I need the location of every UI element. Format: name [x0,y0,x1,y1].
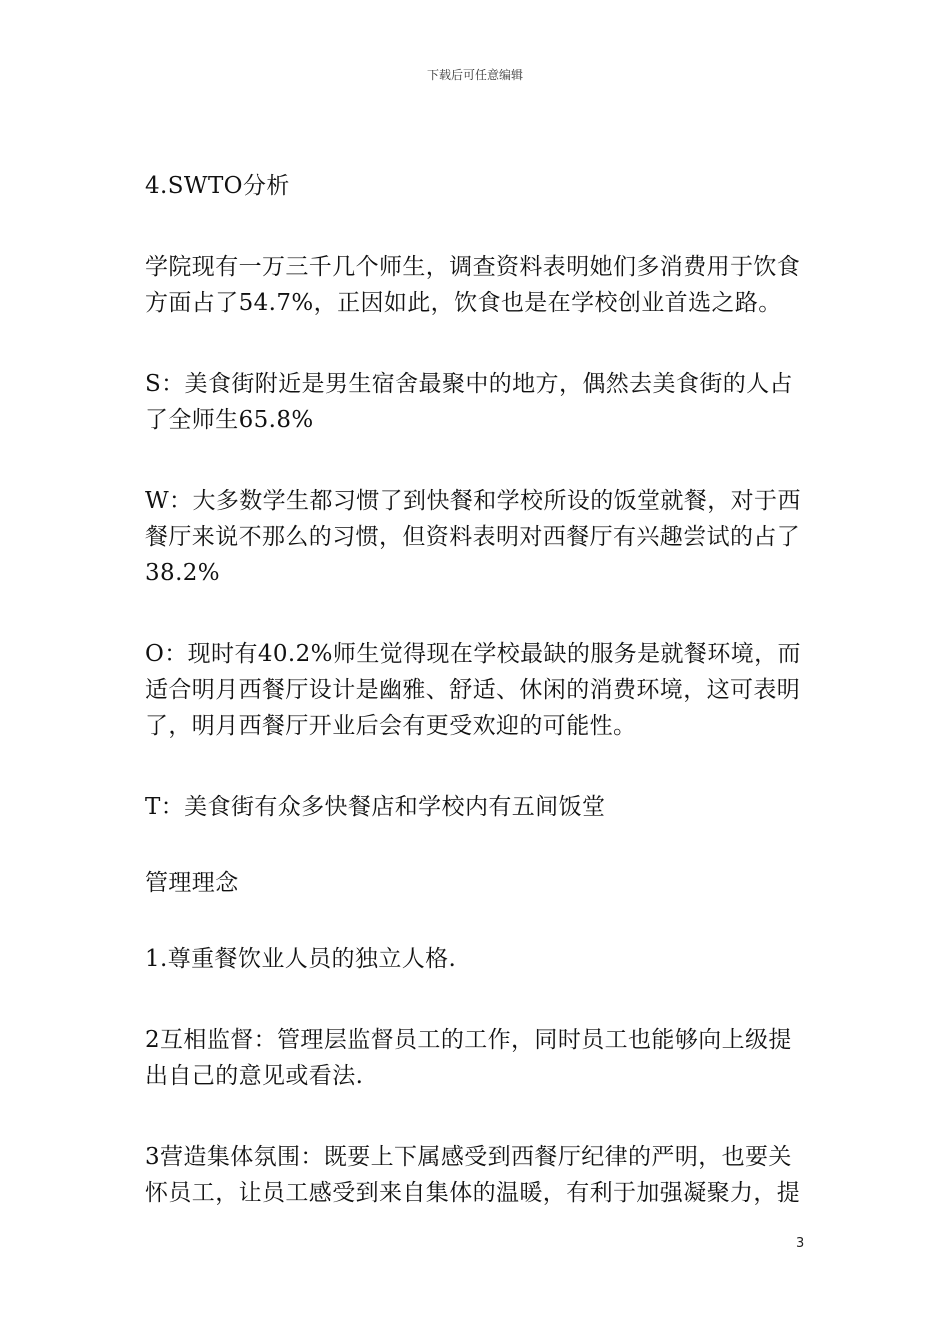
section-heading-swot: 4.SWTO分析 [145,173,290,199]
paragraph-principle-2: 2互相监督：管理层监督员工的工作，同时员工也能够向上级提出自己的意见或看法. [145,1027,792,1089]
paragraph-opportunities: O：现时有40.2%师生觉得现在学校最缺的服务是就餐环境，而适合明月西餐厅设计是幽雅、舒适、休闲的消费环境，这可表明了，明月西餐厅开业后会有更受欢迎的可能性。 [145,641,801,739]
page-number: 3 [796,1236,805,1251]
page-header: 下载后可任意编辑 [426,68,523,82]
paragraph-intro: 学院现有一万三千几个师生，调查资料表明她们多消费用于饮食方面占了54.7%，正因如此，饮食也是在学校创业首选之路。 [145,254,801,316]
paragraph-principle-3: 3营造集体氛围：既要上下属感受到西餐厅纪律的严明，也要关怀员工，让员工感受到来自集体的温暖，有利于加强凝聚力，提 [145,1144,801,1206]
paragraph-principle-1: 1.尊重餐饮业人员的独立人格. [145,946,457,972]
paragraph-weaknesses: W：大多数学生都习惯了到快餐和学校所设的饭堂就餐，对于西餐厅来说不那么的习惯，但资料表明对西餐厅有兴趣尝试的占了38.2% [145,488,801,586]
paragraph-threats: T：美食街有众多快餐店和学校内有五间饭堂 [145,794,606,820]
document-body [145,168,813,1256]
paragraph-strengths: S：美食街附近是男生宿舍最聚中的地方，偶然去美食街的人占了全师生65.8% [145,371,793,433]
section-heading-management: 管理理念 [145,870,239,896]
